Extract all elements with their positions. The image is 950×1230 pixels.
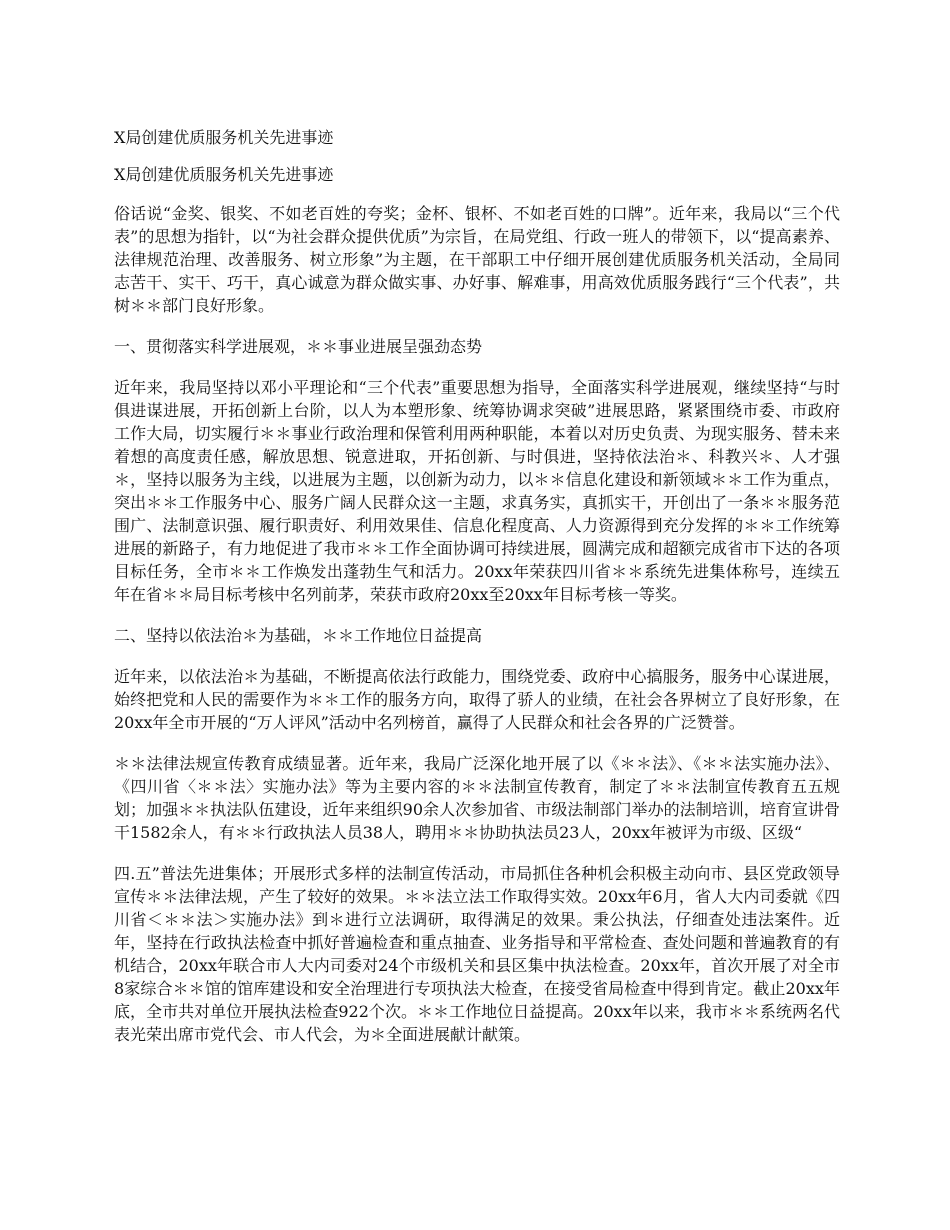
document-subtitle: X局创建优质服务机关先进事迹: [114, 165, 334, 184]
paragraph-enforcement: 四.五”普法先进集体；开展形式多样的法制宣传活动，市局抓住各种机会积极主动向市、县区党政领导宣传＊＊法律法规，产生了较好的效果。＊＊法立法工作取得实效。20xx年6月，省人大内司委就《四川省＜＊＊法＞实施办法》到＊进行立法调研，取得满足的效果。秉公执法，仔细查处违法案件。近年，坚持在行政执法检查中抓好普遍检查和重点抽查、业务指导和平常检查、查处问题和普遍教育的有机结合，20xx年联合市人大内司委对24个市级机关和县区集中执法检查。20xx年，首次开展了对全市8家综合＊＊馆的馆库建设和安全治理进行专项执法大检查，在接受省局检查中得到肯定。截止20xx年底，全市共对单位开展执法检查922个次。＊＊工作地位日益提高。20xx年以来，我市＊＊系统两名代表光荣出席市党代会、市人代会，为＊全面进展献计献策。: [114, 864, 840, 1044]
section-heading-2: 二、坚持以依法治＊为基础，＊＊工作地位日益提高: [114, 626, 483, 645]
document-title: X局创建优质服务机关先进事迹: [114, 128, 334, 147]
paragraph-intro: 俗话说“金奖、银奖、不如老百姓的夸奖；金杯、银杯、不如老百姓的口牌”。近年来，我局以“三个代表”的思想为指针，以“为社会群众提供优质”为宗旨，在局党组、行政一班人的带领下，以“提高素养、法律规范治理、改善服务、树立形象”为主题，在干部职工中仔细开展创建优质服务机关活动，全局同志苦干、实干、巧干，真心诚意为群众做实事、办好事、解难事，用高效优质服务践行“三个代表”，共树＊＊部门良好形象。: [114, 204, 840, 315]
paragraph-legal-education: ＊＊法律法规宣传教育成绩显著。近年来，我局广泛深化地开展了以《＊＊法》、《＊＊法实施办法》、《四川省〈＊＊法〉实施办法》等为主要内容的＊＊法制宣传教育，制定了＊＊法制宣传教育五五规划；加强＊＊执法队伍建设，近年来组织90余人次参加省、市级法制部门举办的法制培训，培育宣讲骨干1582余人，有＊＊行政执法人员38人，聘用＊＊协助执法员23人，20xx年被评为市级、区级“: [114, 754, 840, 842]
paragraph-section-2: 近年来，以依法治＊为基础，不断提高依法行政能力，围绕党委、政府中心搞服务，服务中心谋进展，始终把党和人民的需要作为＊＊工作的服务方向，取得了骄人的业绩，在社会各界树立了良好形象，在20xx年全市开展的“万人评风”活动中名列榜首，赢得了人民群众和社会各界的广泛赞誉。: [114, 667, 840, 732]
paragraph-section-1: 近年来，我局坚持以邓小平理论和“三个代表”重要思想为指导，全面落实科学进展观，继续坚持“与时俱进谋进展，开拓创新上台阶，以人为本塑形象、统筹协调求突破”进展思路，紧紧围绕市委、市政府工作大局，切实履行＊＊事业行政治理和保管利用两种职能，本着以对历史负责、为现实服务、替未来着想的高度责任感，解放思想、锐意进取，开拓创新、与时俱进，坚持依法治＊、科教兴＊、人才强＊，坚持以服务为主线，以进展为主题，以创新为动力，以＊＊信息化建设和新领域＊＊工作为重点，突出＊＊工作服务中心、服务广阔人民群众这一主题，求真务实，真抓实干，开创出了一条＊＊服务范围广、法制意识强、履行职责好、利用效果佳、信息化程度高、人力资源得到充分发挥的＊＊工作统筹进展的新路子，有力地促进了我市＊＊工作全面协调可持续进展，圆满完成和超额完成省市下达的各项目标任务，全市＊＊工作焕发出蓬勃生气和活力。20xx年荣获四川省＊＊系统先进集体称号，连续五年在省＊＊局目标考核中名列前茅，荣获市政府20xx至20xx年目标考核一等奖。: [114, 378, 840, 604]
section-heading-1: 一、贯彻落实科学进展观，＊＊事业进展呈强劲态势: [114, 337, 483, 356]
document-body: [114, 126, 840, 1064]
